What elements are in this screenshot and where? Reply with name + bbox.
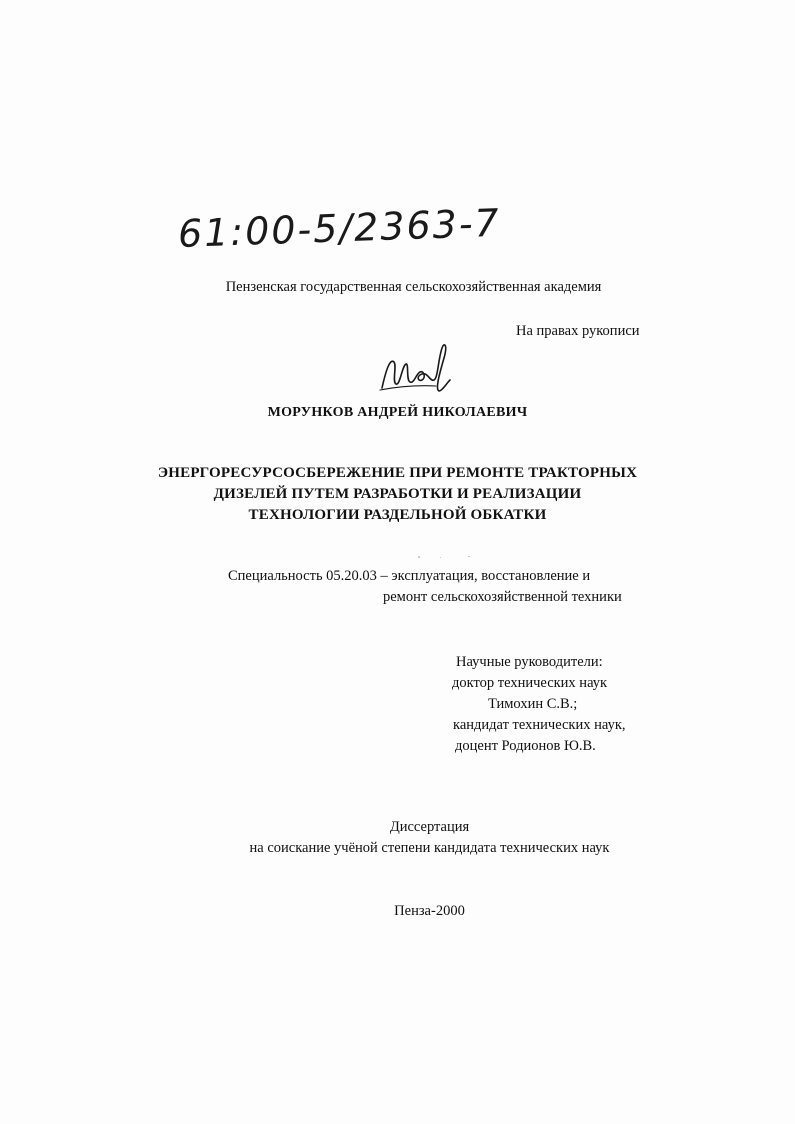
advisor-line: кандидат технических наук, bbox=[453, 717, 626, 733]
rights-notice: На правах рукописи bbox=[516, 323, 640, 339]
institution-name: Пензенская государственная сельскохозяйственная академия bbox=[225, 279, 602, 295]
dissertation-title bbox=[0, 463, 795, 526]
title-line: ЭНЕРГОРЕСУРСОСБЕРЕЖЕНИЕ ПРИ РЕМОНТЕ ТРАКТОРНЫХ bbox=[157, 465, 638, 481]
scan-speck bbox=[440, 557, 441, 558]
advisors-heading: Научные руководители: bbox=[456, 654, 603, 670]
advisor-line: доцент Родионов Ю.В. bbox=[455, 738, 596, 754]
degree-statement: на соискание учёной степени кандидата технических наук bbox=[249, 840, 610, 856]
advisor-line: доктор технических наук bbox=[452, 675, 608, 691]
dissertation-label: Диссертация bbox=[389, 819, 470, 835]
title-line: ТЕХНОЛОГИИ РАЗДЕЛЬНОЙ ОБКАТКИ bbox=[248, 507, 547, 523]
author-name: МОРУНКОВ АНДРЕЙ НИКОЛАЕВИЧ bbox=[267, 405, 528, 420]
scan-speck bbox=[418, 556, 420, 558]
title-line: ДИЗЕЛЕЙ ПУТЕМ РАЗРАБОТКИ И РЕАЛИЗАЦИИ bbox=[213, 486, 582, 502]
handwritten-call-number: 61:00-5/2363-7 bbox=[177, 200, 502, 256]
specialty-line-1: Специальность 05.20.03 – эксплуатация, восстановление и bbox=[228, 568, 591, 584]
specialty-line-2: ремонт сельскохозяйственной техники bbox=[383, 589, 622, 605]
scan-speck bbox=[468, 556, 470, 557]
city-year: Пенза-2000 bbox=[394, 903, 465, 919]
author-signature bbox=[376, 340, 454, 396]
advisor-line: Тимохин С.В.; bbox=[488, 696, 578, 712]
